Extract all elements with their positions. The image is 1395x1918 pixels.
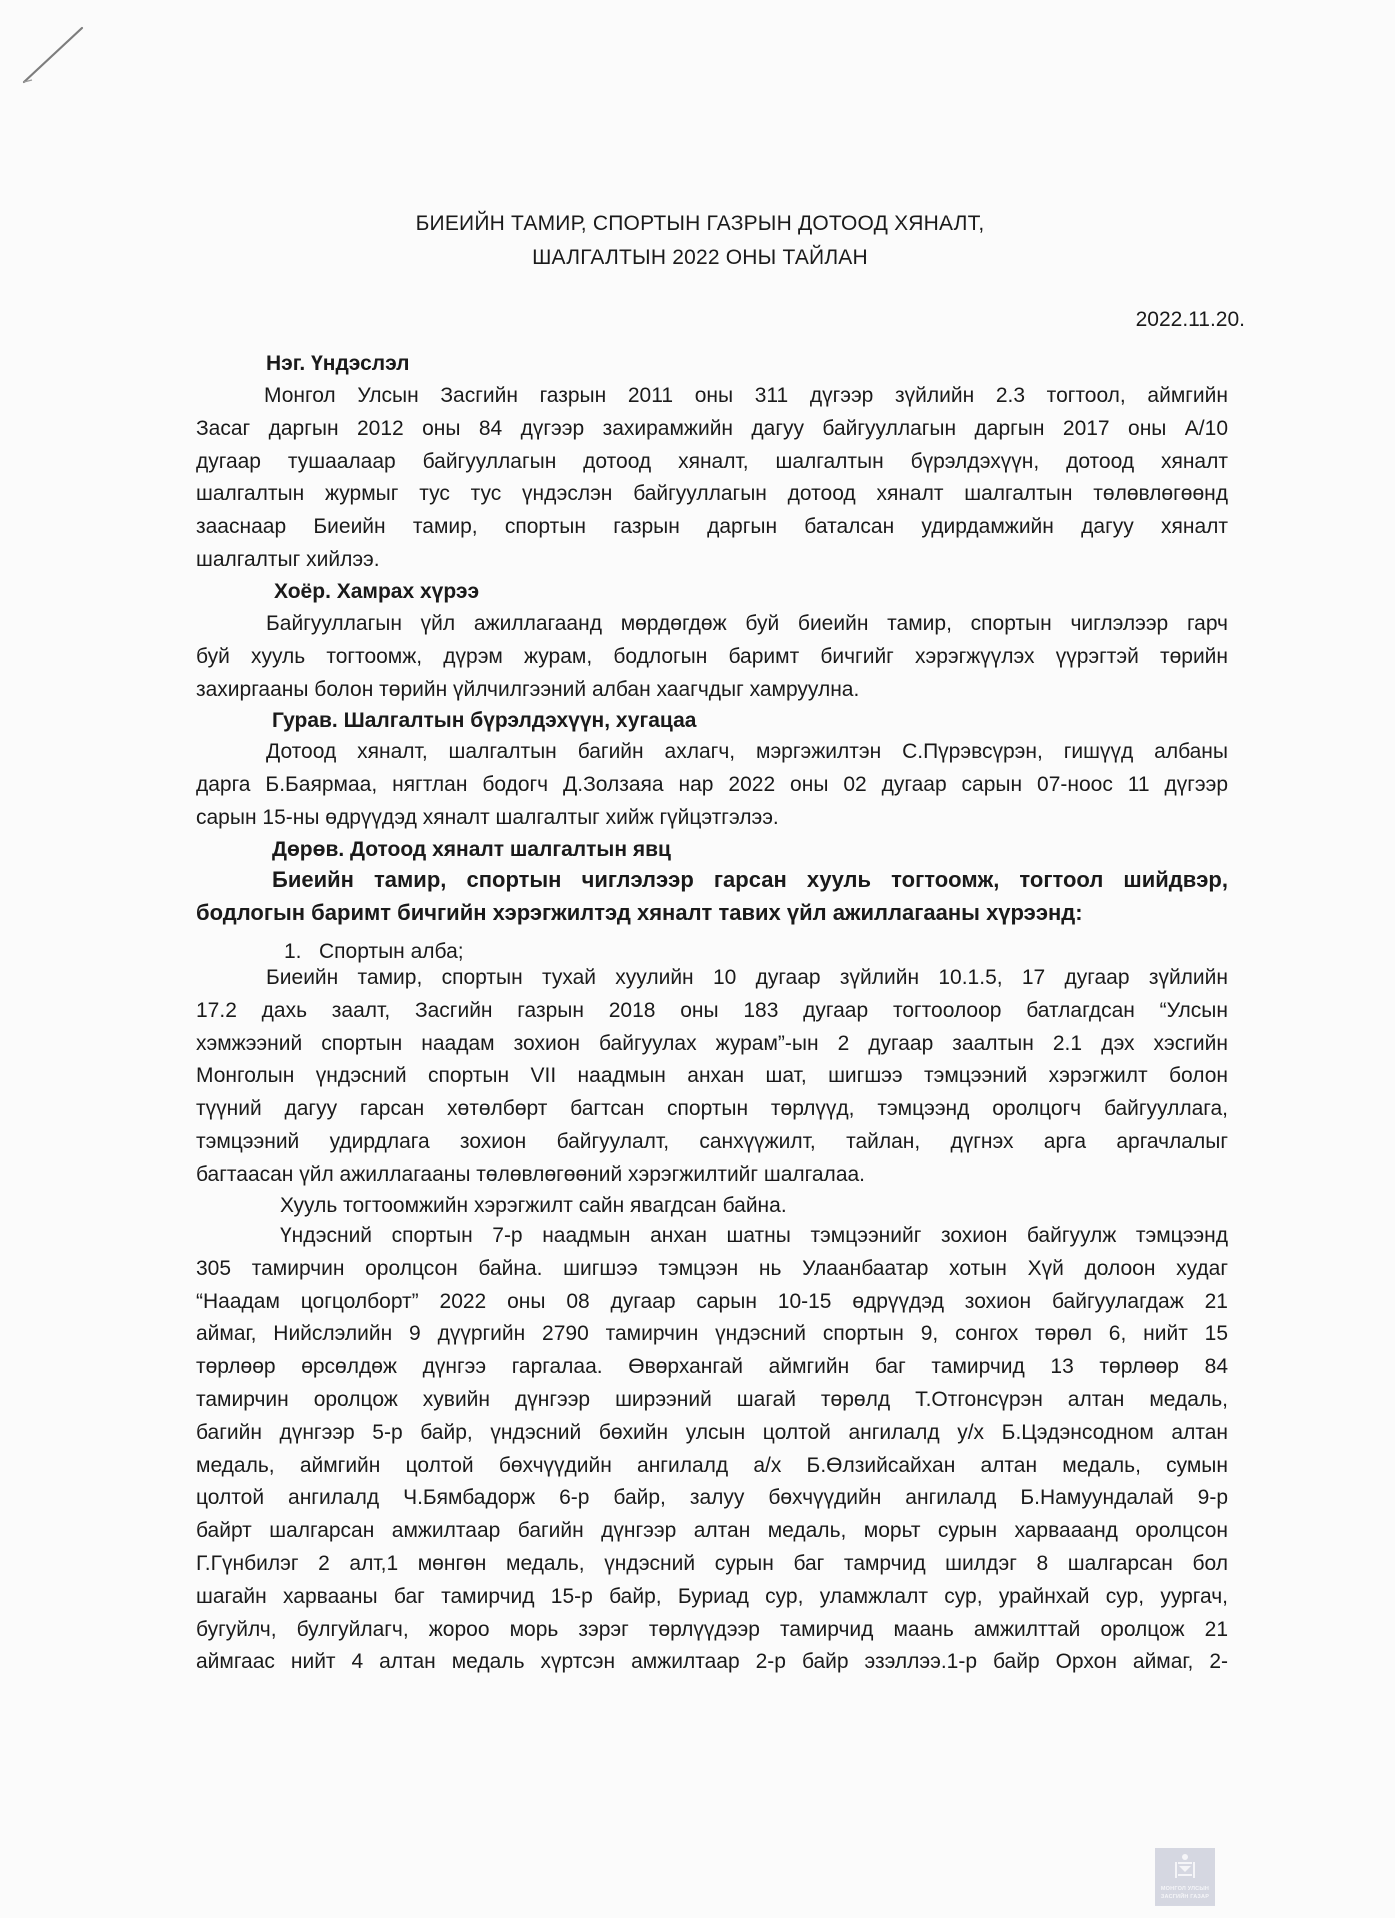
section2-heading: Хоёр. Хамрах хүрээ (274, 580, 480, 603)
paragraph3-line: тамирчин оролцож хувийн дүнгээр ширээний шагай төрөлд Т.Отгонсүрэн алтан медаль, (196, 1387, 1228, 1411)
section1-line: Засаг даргын 2012 оны 84 дүгээр захирамжийн дагуу байгууллагын даргын 2017 оны А/10 (196, 416, 1228, 440)
soyombo-emblem-icon (1173, 1852, 1197, 1882)
paragraph1-line: Биеийн тамир, спортын тухай хуулийн 10 дугаар зүйлийн 10.1.5, 17 дугаар зүйлийн (266, 966, 1228, 989)
government-emblem (1155, 1848, 1215, 1906)
emblem-caption-line2: ЗАСГИЙН ГАЗАР (1160, 1894, 1210, 1900)
section1-line: зааснаар Биеийн тамир, спортын газрын даргын баталсан удирдамжийн дагуу хяналт (196, 515, 1228, 539)
paragraph1-line: тэмцээний удирдлага зохион байгуулалт, санхүүжилт, тайлан, дүгнэх арга аргачлалыг (196, 1129, 1228, 1153)
paragraph1-line: Монголын үндэсний спортын VII наадмын анхан шат, шигшээ тэмцээний хэрэгжилт болон (196, 1064, 1228, 1088)
section4-intro-line: бодлогын баримт бичгийн хэрэгжилтэд хяналт тавих үйл ажиллагааны хүрээнд: (196, 899, 1083, 925)
paragraph3-line: медаль, аймгийн цолтой бөхчүүдийн ангилалд а/х Б.Өлзийсайхан алтан медаль, сумын (196, 1453, 1228, 1477)
section3-heading: Гурав. Шалгалтын бүрэлдэхүүн, хугацаа (272, 709, 697, 732)
section4-paragraph2: Хууль тогтоомжийн хэрэгжилт сайн явагдсан байна. (280, 1194, 787, 1217)
section2-body (196, 608, 1228, 706)
paragraph3-line: 305 тамирчин оролцсон байна. шигшээ тэмцээн нь Улаанбаатар хотын Хүй долоон худаг (196, 1256, 1228, 1280)
section1-line: шалгалтын журмыг тус тус үндэслэн байгууллагын дотоод хяналт шалгалтын төлөвлөгөөнд (196, 482, 1228, 506)
section3-line: Дотоод хяналт, шалгалтын багийн ахлагч, мэргэжилтэн С.Пүрэвсүрэн, гишүүд албаны (266, 740, 1228, 763)
section2-line: буй хууль тогтоомж, дүрэм журам, бодлогын баримт бичгийг хэрэгжүүлэх үүрэгтэй төрийн (196, 644, 1228, 668)
section1-body (196, 380, 1228, 577)
paragraph3-line: багийн дүнгээр 5-р байр, үндэсний бөхийн улсын цолтой ангилалд у/х Б.Цэдэнсодном алтан (196, 1420, 1228, 1444)
document-title-line2: ШАЛГАЛТЫН 2022 ОНЫ ТАЙЛАН (532, 246, 868, 269)
paragraph3-line: цолтой ангилалд Ч.Бямбадорж 6-р байр, залуу бөхчүүдийн ангилалд Б.Намуундалай 9-р (196, 1486, 1228, 1510)
section1-line: шалгалтыг хийлээ. (196, 547, 380, 571)
section3-line: сарын 15-ны өдрүүдэд хяналт шалгалтыг хийж гүйцэтгэлээ. (196, 805, 779, 829)
paragraph3-line: “Наадам цогцолборт” 2022 оны 08 дугаар сарын 10-15 өдрүүдэд зохион байгуулагдаж 21 (196, 1289, 1228, 1313)
section1-line: дугаар тушаалаар байгууллагын дотоод хяналт, шалгалтын бүрэлдэхүүн, дотоод хяналт (196, 449, 1228, 473)
section2-line: захиргааны болон төрийн үйлчилгээний албан хаагчдыг хамруулна. (196, 677, 860, 701)
document-title-line1: БИЕИЙН ТАМИР, СПОРТЫН ГАЗРЫН ДОТООД ХЯНАЛТ, (415, 212, 985, 235)
paragraph3-line: Г.Гүнбилэг 2 алт,1 мөнгөн медаль, үндэсний сурын баг тамрчид шилдэг 8 шалгарсан бол (196, 1551, 1228, 1575)
paragraph3-line: байрт шалгарсан амжилтаар багийн дүнгээр алтан медаль, морьт сурын харвааанд оролцсон (196, 1519, 1228, 1543)
paragraph1-line: 17.2 дахь заалт, Засгийн газрын 2018 оны 183 дугаар тогтоолоор батлагдсан “Улсын (196, 998, 1228, 1022)
paragraph3-line: Үндэсний спортын 7-р наадмын анхан шатны тэмцээнийг зохион байгуулж тэмцээнд (280, 1224, 1228, 1247)
section3-body (196, 736, 1228, 834)
document-date: 2022.11.20. (1135, 308, 1245, 331)
section4-paragraph3 (196, 1220, 1228, 1679)
paragraph1-line: хэмжээний спортын наадам зохион байгуулах журам”-ын 2 дугаар заалтын 2.1 дэх хэсгийн (196, 1031, 1228, 1055)
section3-line: дарга Б.Баярмаа, нягтлан бодогч Д.Золзаяа нар 2022 оны 02 дугаар сарын 07-ноос 11 дүгээр (196, 772, 1228, 796)
paragraph1-line: багтаасан үйл ажиллагааны төлөвлөгөөний хэрэгжилтийг шалгалаа. (196, 1162, 866, 1186)
paragraph3-line: аймгаас нийт 4 алтан медаль хүртсэн амжилтаар 2-р байр эзэллээ.1-р байр Орхон аймаг, 2- (196, 1650, 1228, 1674)
section1-line: Монгол Улсын Засгийн газрын 2011 оны 311 дүгээр зүйлийн 2.3 тогтоол, аймгийн (264, 384, 1228, 407)
paragraph3-line: бугуйлч, булгуйлагч, жороо морь зэрэг төрлүүдээр тамирчид маань амжилттай оролцож 21 (196, 1617, 1228, 1641)
list-item-sports-office: 1. Спортын алба; (284, 940, 464, 963)
paragraph3-line: төрлөөр өрсөлдөж дүнгээ гаргалаа. Өвөрхангай аймгийн баг тамирчид 13 төрлөөр 84 (196, 1355, 1228, 1379)
section4-intro (196, 864, 1228, 930)
pen-mark-icon (18, 22, 88, 92)
emblem-caption-line1: МОНГОЛ УЛСЫН (1160, 1886, 1210, 1892)
section2-line: Байгууллагын үйл ажиллагаанд мөрдөгдөж буй биеийн тамир, спортын чиглэлээр гарч (266, 612, 1228, 635)
section4-heading: Дөрөв. Дотоод хяналт шалгалтын явц (272, 838, 671, 861)
paragraph3-line: аймаг, Нийслэлийн 9 дүүргийн 2790 тамирчин үндэсний спортын 9, сонгох төрөл 6, нийт 15 (196, 1322, 1228, 1346)
paragraph1-line: түүний дагуу гарсан хөтөлбөрт багтсан спортын төрлүүд, тэмцээнд оролцогч байгууллага, (196, 1097, 1228, 1121)
paragraph3-line: шагайн харвааны баг тамирчид 15-р байр, Буриад сур, уламжлалт сур, урайнхай сур, уургач, (196, 1584, 1228, 1608)
section4-intro-line: Биеийн тамир, спортын чиглэлээр гарсан хууль тогтоомж, тогтоол шийдвэр, (272, 867, 1228, 892)
section1-heading: Нэг. Үндэслэл (266, 352, 410, 375)
section4-paragraph1 (196, 962, 1228, 1192)
